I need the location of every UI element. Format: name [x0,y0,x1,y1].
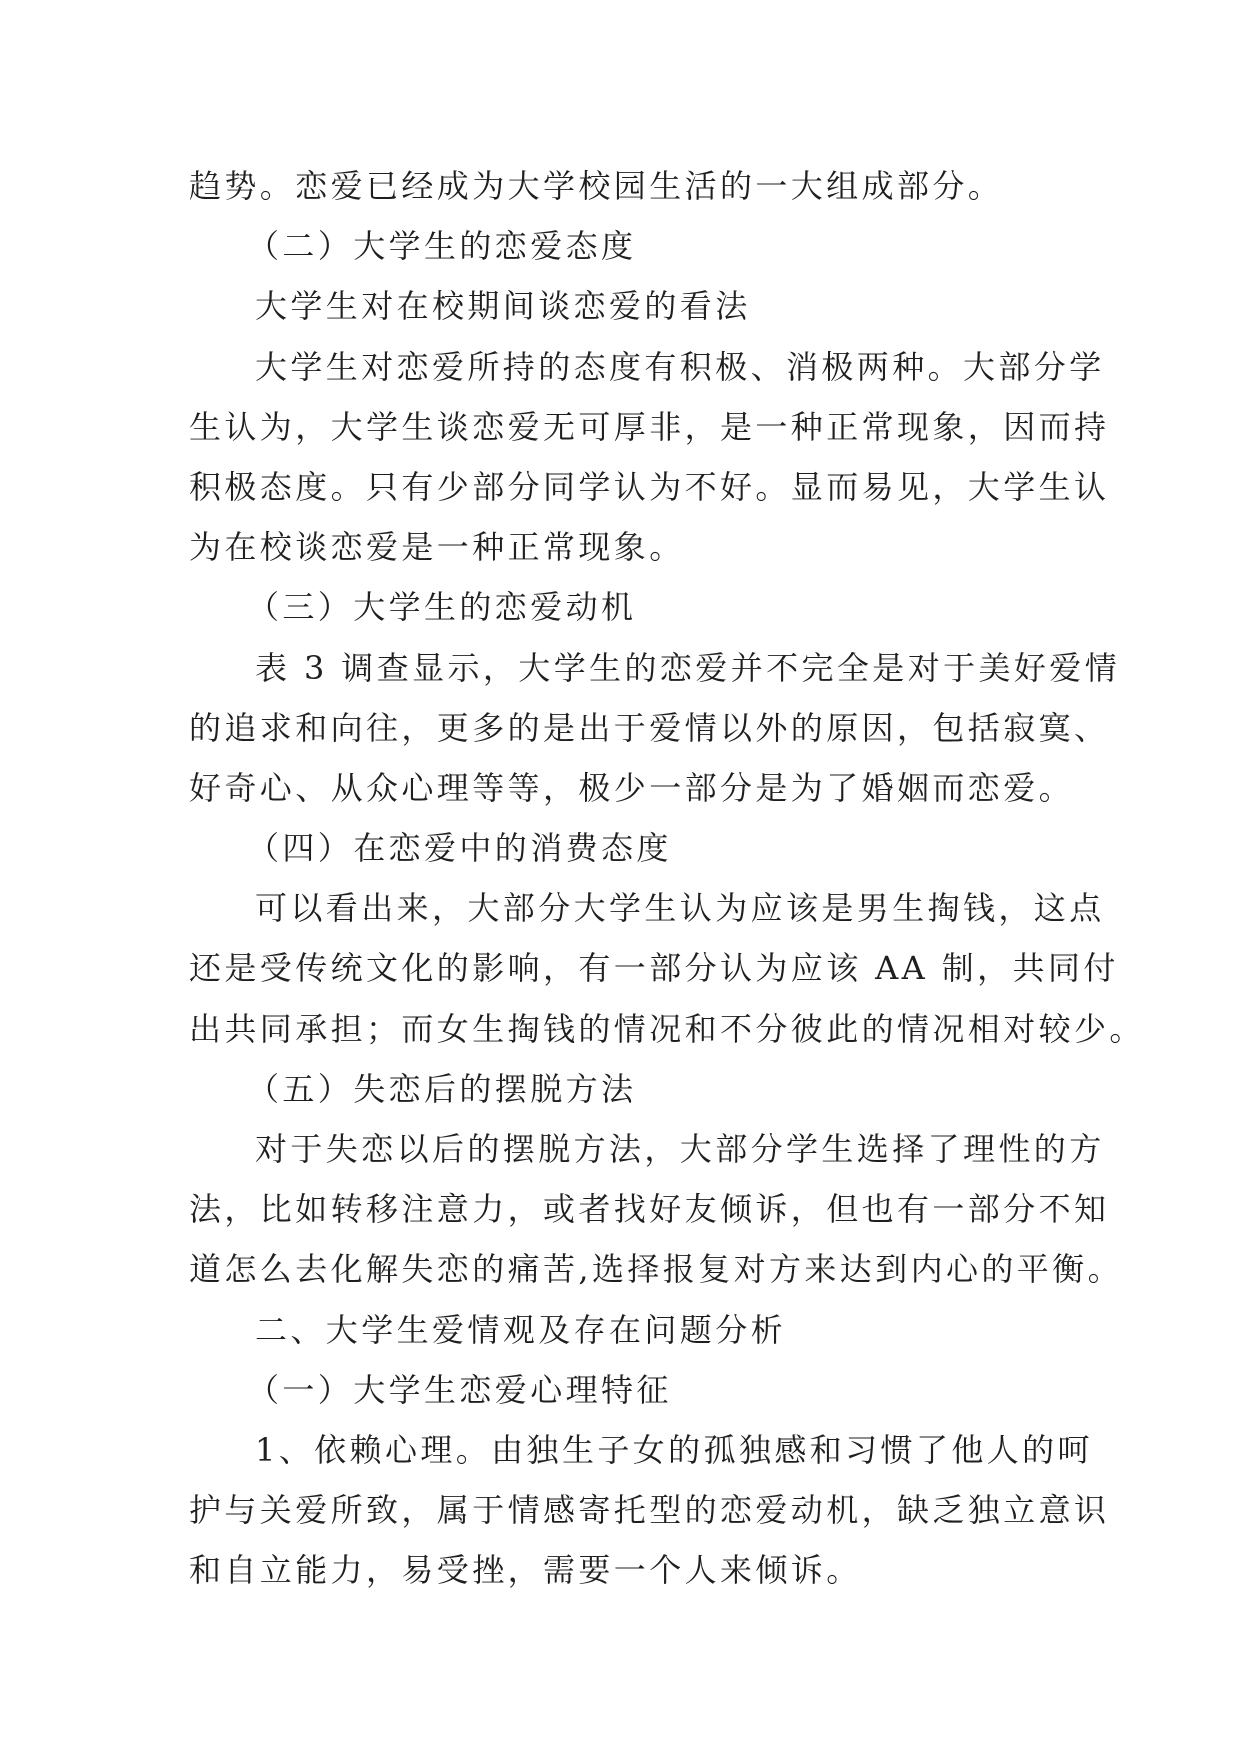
body-line: 好奇心、从众心理等等，极少一部分是为了婚姻而恋爱。 [189,768,1075,807]
body-line: 护与关爱所致，属于情感寄托型的恋爱动机，缺乏独立意识 [189,1491,1110,1530]
section-heading: （二）大学生的恋爱态度 [247,227,637,266]
paragraph-start: 1、依赖心理。由独生子女的孤独感和习惯了他人的呵 [255,1430,1093,1469]
body-line: 法，比如转移注意力，或者找好友倾诉，但也有一部分不知 [189,1190,1110,1229]
section-heading: （三）大学生的恋爱动机 [247,588,637,627]
section-heading: （四）在恋爱中的消费态度 [247,829,672,868]
body-line: 的追求和向往，更多的是出于爱情以外的原因，包括寂寞、 [189,708,1110,747]
section-heading: （一）大学生恋爱心理特征 [247,1370,672,1409]
body-line: 出共同承担；而女生掏钱的情况和不分彼此的情况相对较少。 [189,1009,1145,1048]
chapter-heading: 二、大学生爱情观及存在问题分析 [255,1310,787,1349]
paragraph-start: 表 3 调查显示，大学生的恋爱并不完全是对于美好爱情 [255,648,1121,687]
document-body [189,156,1145,1601]
paragraph-start: 可以看出来，大部分大学生认为应该是男生掏钱，这点 [255,889,1105,928]
body-line: 道怎么去化解失恋的痛苦,选择报复对方来达到内心的平衡。 [189,1250,1123,1289]
body-line: 和自立能力，易受挫，需要一个人来倾诉。 [189,1551,862,1590]
paragraph-start: 对于失恋以后的摆脱方法，大部分学生选择了理性的方 [255,1130,1105,1168]
body-line: 趋势。恋爱已经成为大学校园生活的一大组成部分。 [189,167,1004,205]
body-line: 还是受传统文化的影响，有一部分认为应该 AA 制，共同付 [189,949,1119,988]
subheading-line: 大学生对在校期间谈恋爱的看法 [255,287,751,326]
body-line: 生认为，大学生谈恋爱无可厚非，是一种正常现象，因而持 [189,407,1110,446]
section-heading: （五）失恋后的摆脱方法 [247,1069,637,1108]
paragraph-start: 大学生对恋爱所持的态度有积极、消极两种。大部分学 [255,347,1105,386]
body-line: 为在校谈恋爱是一种正常现象。 [189,528,685,567]
body-line: 积极态度。只有少部分同学认为不好。显而易见，大学生认 [189,467,1110,506]
